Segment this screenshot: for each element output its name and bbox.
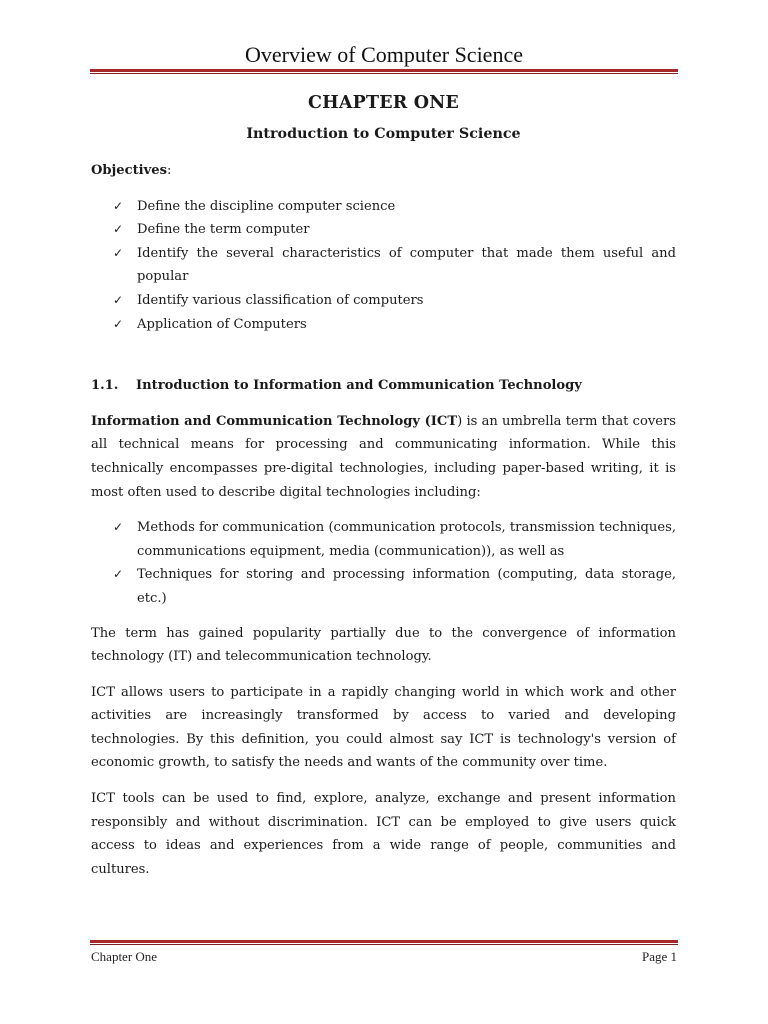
objectives-heading — [91, 159, 676, 183]
ict-term-bold: Information and Communication Technology (ICT — [91, 413, 458, 429]
header-divider — [90, 69, 678, 75]
footer-chapter-label: Chapter One — [91, 949, 158, 964]
objectives-list — [91, 195, 676, 337]
chapter-title: CHAPTER ONE — [308, 93, 459, 113]
ict-intro-text: ) is an umbrella term that covers all technical means for processing and communicating information. While this technically encompasses pre-digital technologies, including paper-based writing, it is most often used to describe digital technologies including: — [91, 413, 676, 500]
ict-item-text: Techniques for storing and processing information (computing, data storage, etc.) — [137, 567, 676, 606]
list-item — [91, 516, 676, 563]
ict-allows-paragraph: ICT allows users to participate in a rapidly changing world in which work and other activities are increasingly transformed by access to varied and developing technologies. By this definition, you could almost say ICT is technology's version of economic growth, to satisfy the needs and wants of the community over time. — [91, 684, 676, 771]
popularity-paragraph: The term has gained popularity partially due to the convergence of information technology (IT) and telecommunication technology. — [91, 625, 676, 665]
page-header-title: Overview of Computer Science — [245, 42, 523, 67]
objectives-heading-colon: : — [166, 163, 172, 178]
list-item — [91, 218, 676, 242]
section-number: 1.1. — [91, 378, 119, 394]
objective-text: Application of Computers — [137, 316, 307, 332]
ict-list — [91, 516, 676, 610]
checkmark-icon: ✓ — [113, 292, 124, 307]
objective-text: Identify various classification of computers — [137, 292, 424, 308]
checkmark-icon: ✓ — [113, 567, 124, 582]
list-item — [91, 563, 676, 610]
document-body — [91, 90, 676, 893]
list-item — [91, 242, 676, 289]
checkmark-icon: ✓ — [113, 198, 124, 213]
objectives-heading-label: Objectives — [91, 163, 167, 178]
objective-text: Define the discipline computer science — [137, 198, 396, 214]
section-title: Introduction to Information and Communication Technology — [136, 378, 582, 394]
list-item — [91, 195, 676, 219]
list-item — [91, 289, 676, 313]
list-item — [91, 313, 676, 337]
checkmark-icon: ✓ — [113, 316, 124, 331]
checkmark-icon: ✓ — [113, 520, 124, 535]
objective-text: Identify the several characteristics of computer that made them useful and popular — [137, 245, 676, 285]
checkmark-icon: ✓ — [113, 222, 124, 237]
chapter-subtitle: Introduction to Computer Science — [246, 126, 521, 142]
objective-text: Define the term computer — [137, 222, 310, 238]
ict-item-text: Methods for communication (communication protocols, transmission techniques, communications equipment, media (communication)), as well as — [137, 520, 676, 559]
checkmark-icon: ✓ — [113, 245, 124, 260]
page-footer — [91, 947, 677, 967]
section-heading — [91, 374, 676, 398]
footer-divider — [90, 940, 678, 946]
ict-intro-paragraph — [91, 410, 676, 504]
footer-page-number: Page 1 — [641, 949, 677, 964]
ict-tools-paragraph: ICT tools can be used to find, explore, analyze, exchange and present information responsibly and without discrimination. ICT can be employed to give users quick access to ideas and experiences from a wide range of people, communities and cultures. — [91, 791, 676, 877]
